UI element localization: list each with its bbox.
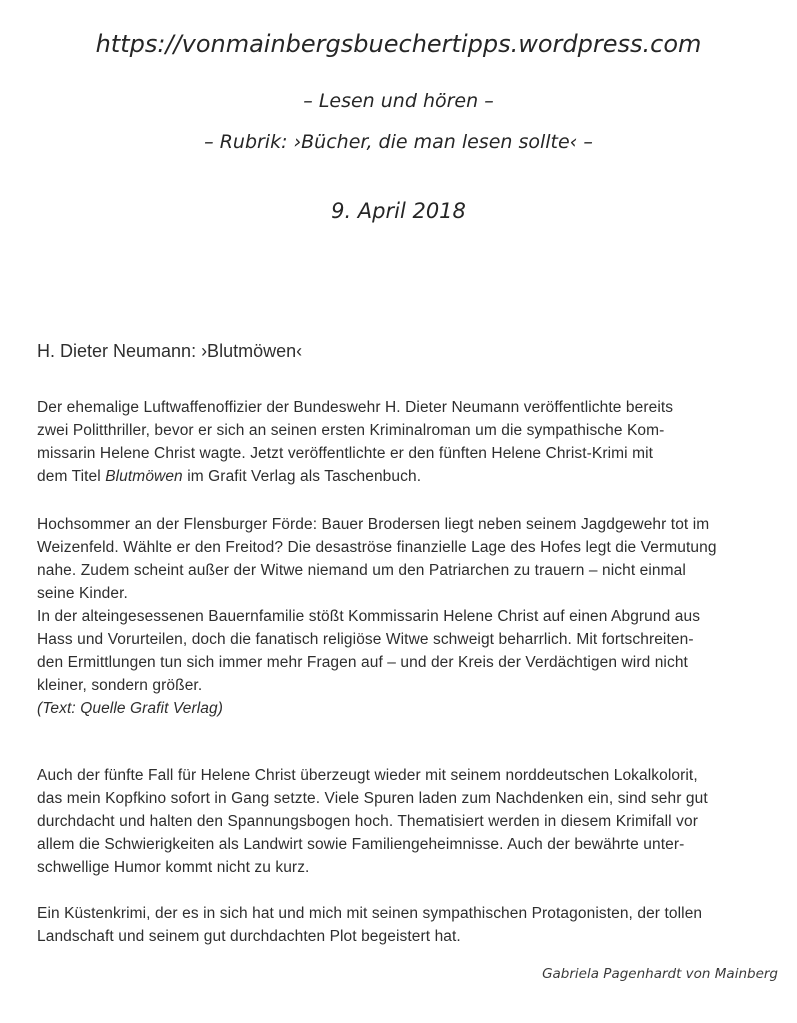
text-line: seine Kinder.: [37, 585, 128, 602]
text-line: Hochsommer an der Flensburger Förde: Bauer Brodersen liegt neben seinem Jagdgewehr tot im: [37, 516, 710, 533]
source-note: (Text: Quelle Grafit Verlag): [37, 700, 223, 717]
text-line: allem die Schwierigkeiten als Landwirt sowie Familiengeheimnisse. Auch der bewährte unter-: [37, 836, 685, 853]
text-line: nahe. Zudem scheint außer der Witwe niemand um den Patriarchen zu trauern – nicht einmal: [37, 562, 686, 579]
tagline: – Lesen und hören –: [303, 90, 494, 112]
text-line: Ein Küstenkrimi, der es in sich hat und mich mit seinen sympathischen Protagonisten, der tollen: [37, 905, 703, 922]
text-line: zwei Politthriller, bevor er sich an seinen ersten Kriminalroman um die sympathische Kom-: [37, 422, 665, 439]
text-line: den Ermittlungen tun sich immer mehr Fragen auf – und der Kreis der Verdächtigen wird nicht: [37, 654, 688, 671]
date: 9. April 2018: [331, 199, 466, 223]
paragraph-intro: [37, 396, 777, 488]
text-line: Weizenfeld. Wählte er den Freitod? Die desaströse finanzielle Lage des Hofes legt die Vermutung: [37, 539, 717, 556]
signature: Gabriela Pagenhardt von Mainberg: [542, 966, 778, 982]
text-segment: dem Titel: [37, 468, 106, 485]
text-line: Der ehemalige Luftwaffenoffizier der Bundeswehr H. Dieter Neumann veröffentlichte bereits: [37, 399, 674, 416]
text-line: missarin Helene Christ wagte. Jetzt veröffentlichte er den fünften Helene Christ-Krimi mit: [37, 445, 654, 462]
text-line: kleiner, sondern größer.: [37, 677, 203, 694]
text-line: Landschaft und seinem gut durchdachten Plot begeistert hat.: [37, 928, 461, 945]
paragraph-review: [37, 764, 777, 879]
blog-url: https://vonmainbergsbuechertipps.wordpress.com: [95, 30, 702, 58]
text-segment: im Grafit Verlag als Taschenbuch.: [182, 468, 422, 485]
text-line: In der alteingesessenen Bauernfamilie stößt Kommissarin Helene Christ auf einen Abgrund aus: [37, 608, 701, 625]
article-heading: H. Dieter Neumann: ›Blutmöwen‹: [37, 341, 303, 361]
text-line: Auch der fünfte Fall für Helene Christ überzeugt wieder mit seinem norddeutschen Lokalkolorit,: [37, 767, 698, 784]
text-line: schwellige Humor kommt nicht zu kurz.: [37, 859, 310, 876]
paragraph-blurb: [37, 513, 777, 720]
text-line: Hass und Vorurteilen, doch die fanatisch religiöse Witwe schweigt beharrlich. Mit fortschreiten-: [37, 631, 694, 648]
text-line: durchdacht und halten den Spannungsbogen hoch. Thematisiert werden in diesem Krimifall vor: [37, 813, 698, 830]
rubric: – Rubrik: ›Bücher, die man lesen sollte‹ –: [204, 131, 593, 153]
paragraph-conclusion: [37, 902, 777, 948]
book-title: Blutmöwen: [105, 468, 183, 485]
text-line: [37, 465, 777, 488]
text-line: das mein Kopfkino sofort in Gang setzte. Viele Spuren laden zum Nachdenken ein, sind sehr gut: [37, 790, 708, 807]
